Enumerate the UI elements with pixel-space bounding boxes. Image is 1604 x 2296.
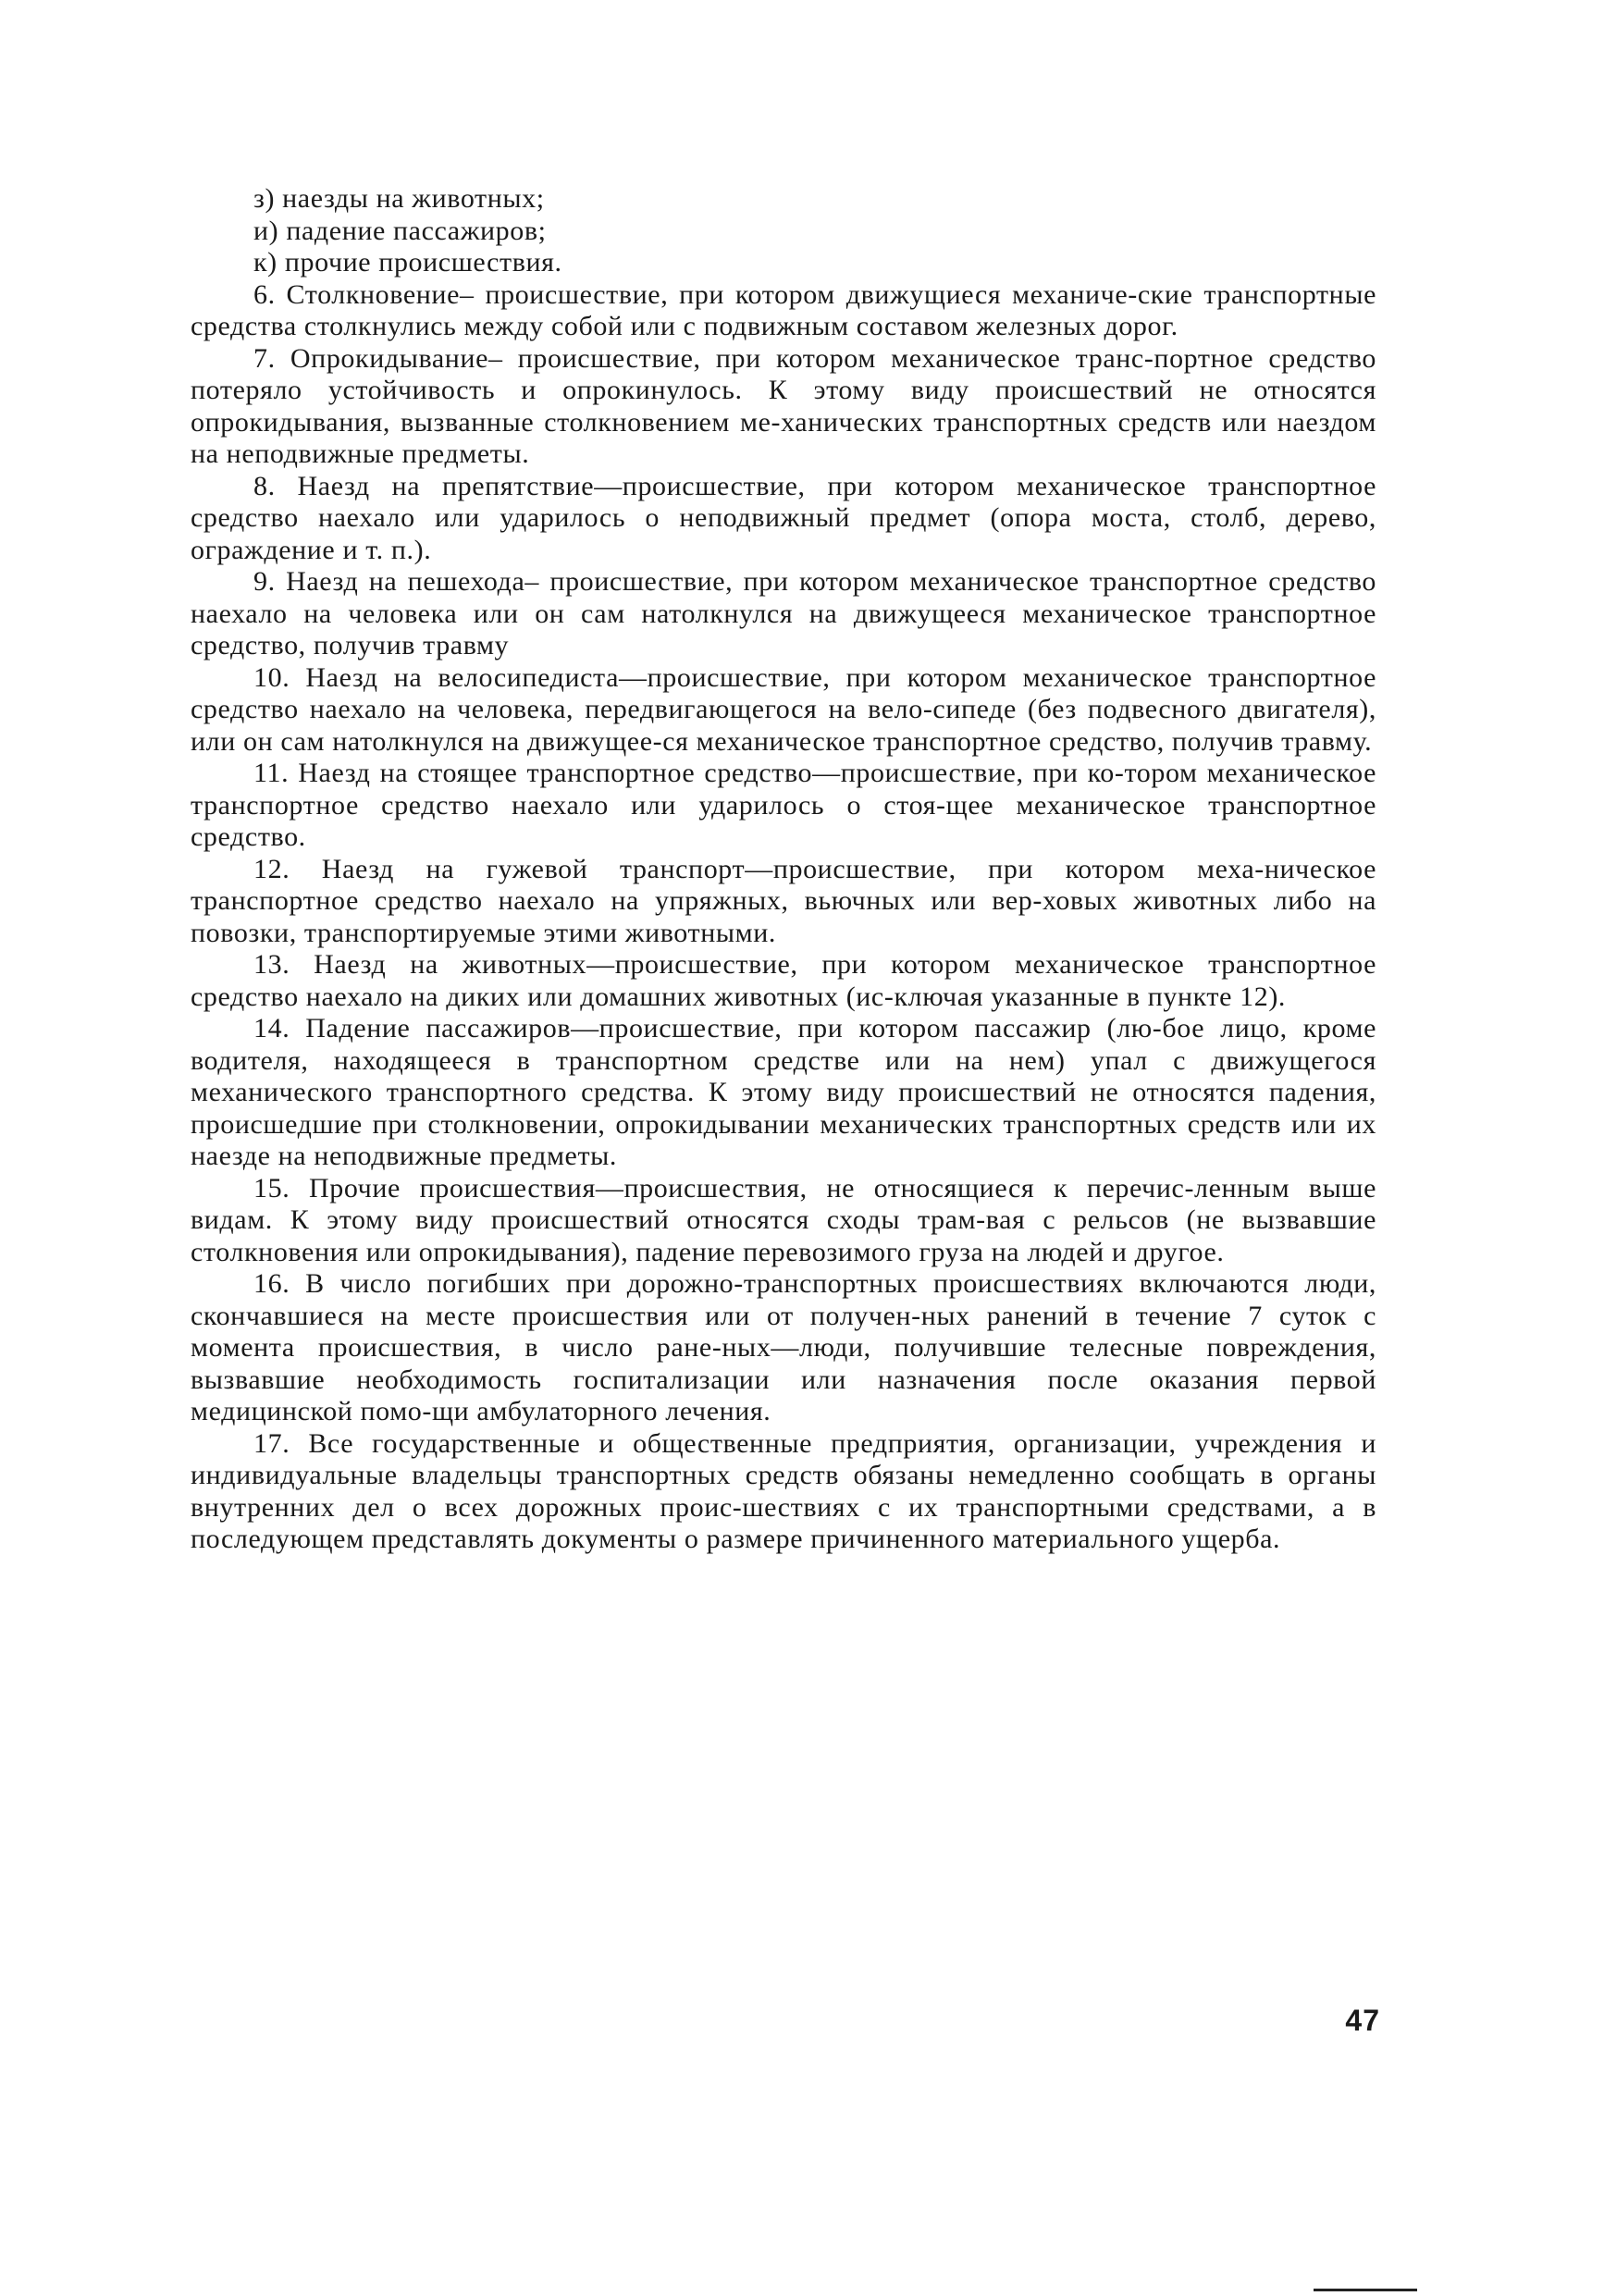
paragraph-7: 7. Опрокидывание– происшествие, при котором механическое транс-портное средство потеряло устойчивость и опрокинулось. К этому виду происшествий не относятся опрокидывания, вызванные столкновением ме-ханических транспортных средств или наездом на неподвижные предметы. <box>191 342 1376 469</box>
paragraph-13: 13. Наезд на животных—происшествие, при котором механическое транспортное средство наехало на диких или домашних животных (ис-ключая указанные в пункте 12). <box>191 949 1376 1012</box>
paragraph-8: 8. Наезд на препятствие—происшествие, при котором механическое транспортное средство наехало или ударилось о неподвижный предмет (опора моста, столб, дерево, ограждение и т. п.). <box>191 470 1376 565</box>
list-item-z: з) наезды на животных; <box>253 183 545 214</box>
list-item-k: к) прочие происшествия. <box>253 247 562 278</box>
paragraph-16: 16. В число погибших при дорожно-транспортных происшествиях включаются люди, скончавшиеся на месте происшествия или от получен-ных ранений в течение 7 суток с момента происшествия, в число ране-ных—люди, получившие телесные повреждения, вызвавшие необходимость госпитализации или назначения после оказания первой медицинской помо-щи амбулаторного лечения. <box>191 1268 1376 1426</box>
paragraph-15: 15. Прочие происшествия—происшествия, не относящиеся к перечис-ленным выше видам. К этому виду происшествий относятся сходы трам-вая с рельсов (не вызвавшие столкновения или опрокидывания), падение перевозимого груза на людей и другое. <box>191 1172 1376 1267</box>
paragraph-6: 6. Столкновение– происшествие, при котором движущиеся механиче-ские транспортные средства столкнулись между собой или с подвижным составом железных дорог. <box>191 278 1376 341</box>
paragraph-9: 9. Наезд на пешехода– происшествие, при котором механическое транспортное средство наехало на человека или он сам натолкнулся на движущееся механическое транспортное средство, получив травму <box>191 566 1376 660</box>
paragraph-12: 12. Наезд на гужевой транспорт—происшествие, при котором меха-ническое транспортное средство наехало на упряжных, вьючных или вер-ховых животных либо на повозки, транспортируемые этими животными. <box>191 853 1376 948</box>
paragraph-11: 11. Наезд на стоящее транспортное средство—происшествие, при ко-тором механическое транспортное средство наехало или ударилось о стоя-щее механическое транспортное средство. <box>191 758 1376 852</box>
paragraph-14: 14. Падение пассажиров—происшествие, при котором пассажир (лю-бое лицо, кроме водителя, находящееся в транспортном средстве или на нем) упал с движущегося механического транспортного средства. К этому виду происшествий не относятся падения, происшедшие при столкновении, опрокидывании механических транспортных средств или их наезде на неподвижные предметы. <box>191 1013 1376 1171</box>
list-item-i: и) падение пассажиров; <box>253 215 547 246</box>
page-number: 47 <box>1345 2004 1380 2037</box>
paragraph-17: 17. Все государственные и общественные предприятия, организации, учреждения и индивидуальные владельцы транспортных средств обязаны немедленно сообщать в органы внутренних дел о всех дорожных проис-шествиях с их транспортными средствами, а в последующем представлять документы о размере причиненного материального ущерба. <box>191 1427 1376 1554</box>
footer-rule <box>1314 2289 1417 2291</box>
body-text <box>191 183 1376 1556</box>
paragraph-10: 10. Наезд на велосипедиста—происшествие, при котором механическое транспортное средство наехало на человека, передвигающегося на вело-сипеде (без подвесного двигателя), или он сам натолкнулся на движущее-ся механическое транспортное средство, получив травму. <box>191 661 1376 757</box>
